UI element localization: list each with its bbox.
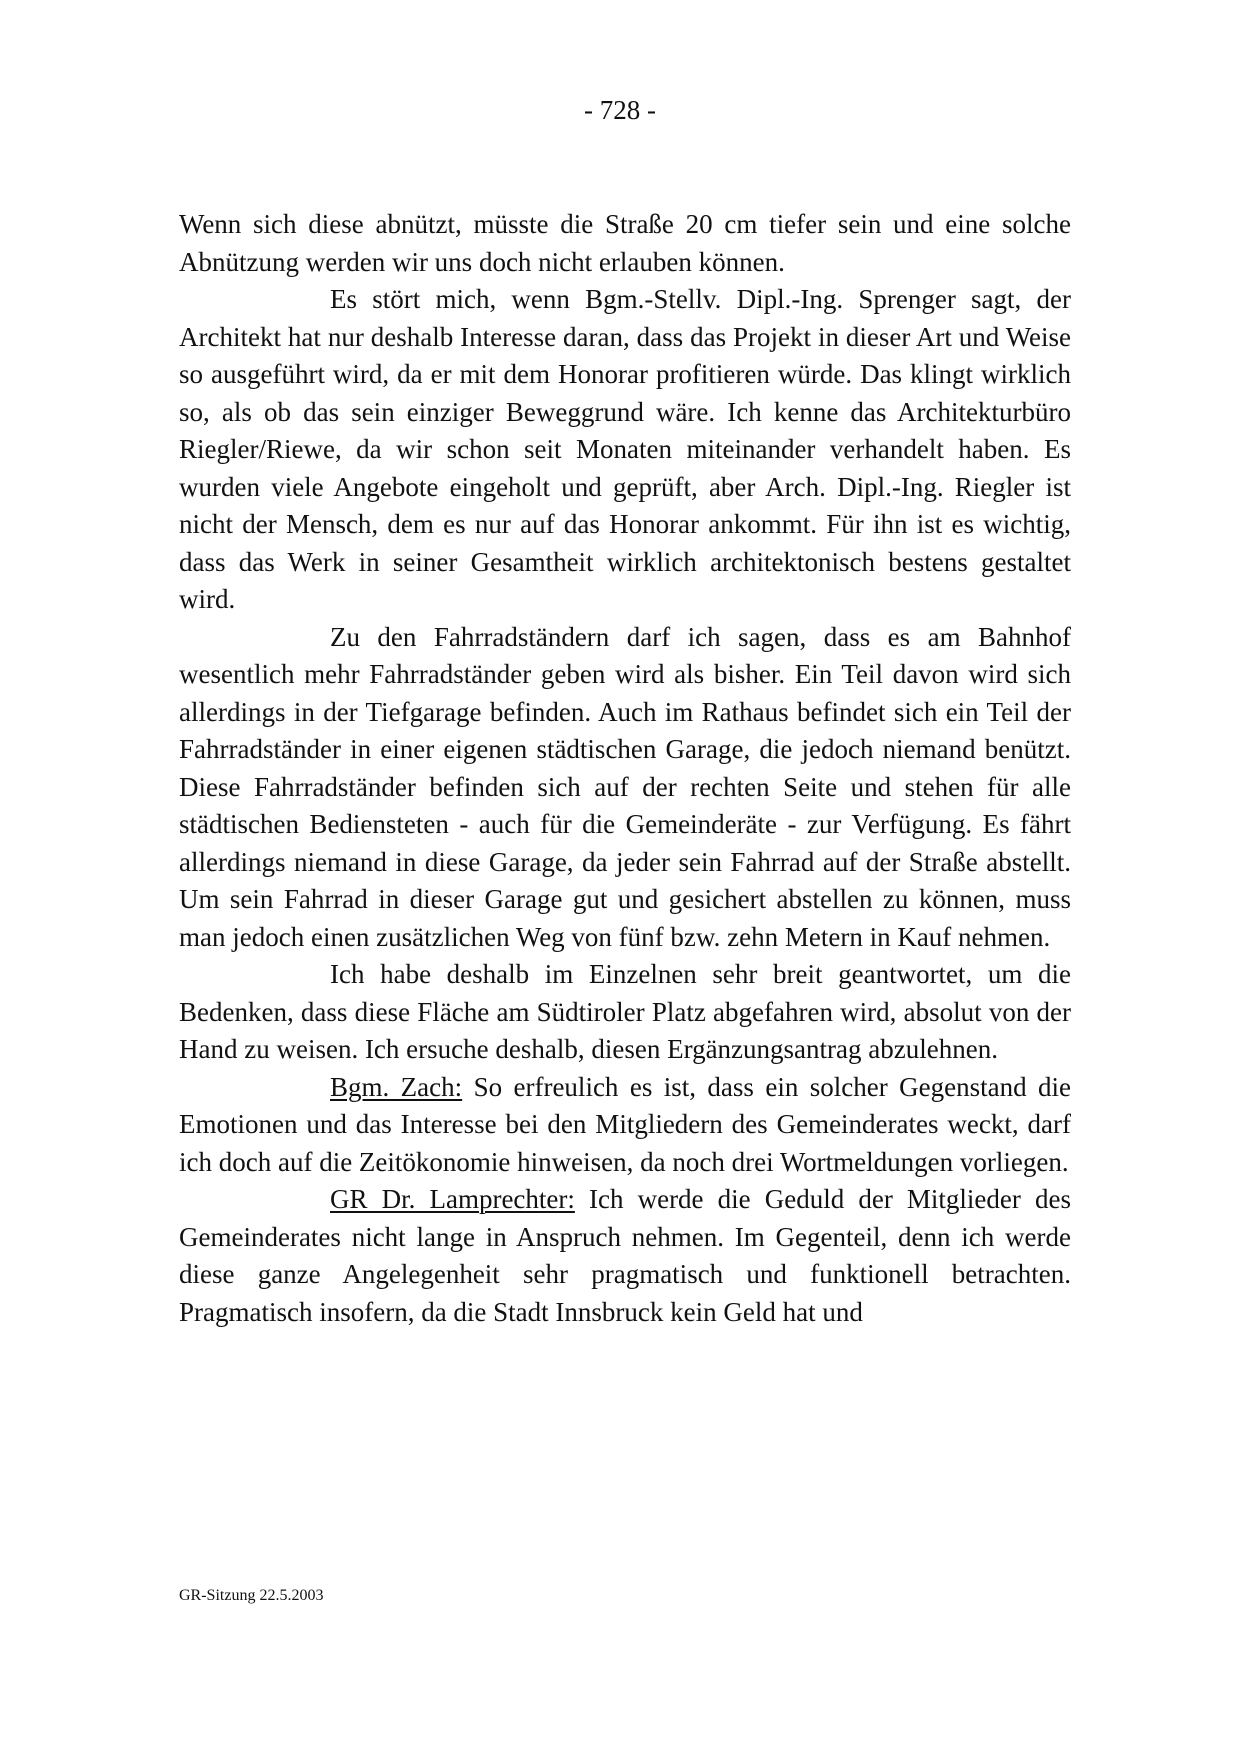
paragraph-bgm-zach <box>179 1069 1071 1182</box>
paragraph-architect <box>179 281 1071 619</box>
paragraph-conclusion <box>179 956 1071 1069</box>
page-number: - 728 - <box>584 95 656 125</box>
paragraph-text: Es stört mich, wenn Bgm.-Stellv. Dipl.-Ing. Sprenger sagt, der Architekt hat nur deshalb Interesse daran, dass das Projekt in dieser Art und Weise so ausgeführt wird, da er mit dem Honorar profitieren würde. Das klingt wirklich so, als ob das sein einziger Beweggrund wäre. Ich kenne das Architekturbüro Riegler/Riewe, da wir schon seit Monaten miteinander verhandelt haben. Es wurden viele Angebote eingeholt und geprüft, aber Arch. Dipl.-Ing. Riegler ist nicht der Mensch, dem es nur auf das Honorar ankommt. Für ihn ist es wichtig, dass das Werk in seiner Gesamtheit wirklich architektonisch bestens gestaltet wird. <box>179 284 1071 614</box>
body-text <box>179 206 1071 1331</box>
speaker-name: Bgm. Zach: <box>330 1071 463 1102</box>
paragraph-bicycle-stands <box>179 619 1071 957</box>
paragraph-text: Zu den Fahrradständern darf ich sagen, dass es am Bahnhof wesentlich mehr Fahrradständer geben wird als bisher. Ein Teil davon wird sich allerdings in der Tiefgarage befinden. Auch im Rathaus befindet sich ein Teil der Fahrradständer in einer eigenen städtischen Garage, die jedoch niemand benützt. Diese Fahrradständer befinden sich auf der rechten Seite und stehen für alle städtischen Bediensteten - auch für die Gemeinderäte - zur Verfügung. Es fährt allerdings niemand in diese Garage, da jeder sein Fahrrad auf der Straße abstellt. Um sein Fahrrad in dieser Garage gut und gesichert abstellen zu können, muss man jedoch einen zusätzlichen Weg von fünf bzw. zehn Metern in Kauf nehmen. <box>179 621 1071 952</box>
paragraph-gr-lamprechter <box>179 1181 1071 1331</box>
paragraph-continuation <box>179 206 1071 281</box>
paragraph-text: Ich werde die Geduld der Mitglieder des Gemeinderates nicht lange in Anspruch nehmen. Im Gegenteil, denn ich werde diese ganze Angelegenheit sehr pragmatisch und funktionell betrachten. Pragmatisch insofern, da die Stadt Innsbruck kein Geld hat und <box>179 1184 1071 1327</box>
paragraph-text: So erfreulich es ist, dass ein solcher Gegenstand die Emotionen und das Interesse bei den Mitgliedern des Gemeinderates weckt, darf ich doch auf die Zeitökonomie hinweisen, da noch drei Wortmeldungen vorliegen. <box>179 1071 1071 1177</box>
paragraph-text: Ich habe deshalb im Einzelnen sehr breit geantwortet, um die Bedenken, dass diese Fläche am Südtiroler Platz abgefahren wird, absolut von der Hand zu weisen. Ich ersuche deshalb, diesen Ergänzungsantrag abzulehnen. <box>179 959 1071 1064</box>
footer-session-date: GR-Sitzung 22.5.2003 <box>179 1587 324 1604</box>
paragraph-text: Wenn sich diese abnützt, müsste die Straße 20 cm tiefer sein und eine solche Abnützung werden wir uns doch nicht erlauben können. <box>179 209 1071 277</box>
speaker-name: GR Dr. Lamprechter: <box>330 1184 575 1214</box>
